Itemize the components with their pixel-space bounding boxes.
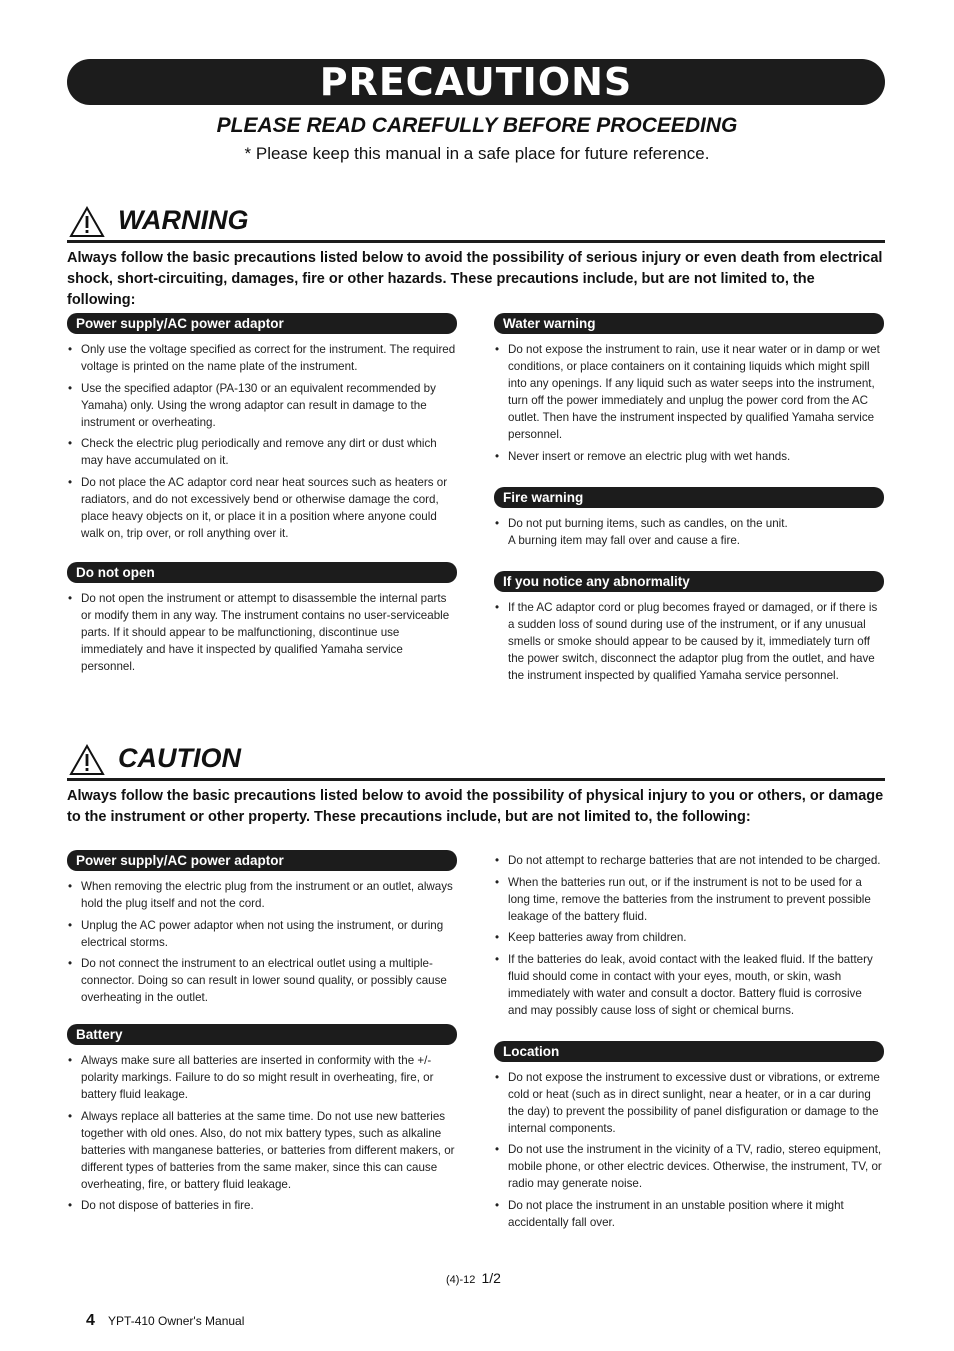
page-title: PRECAUTIONS [67, 59, 885, 105]
list-item: • Do not open the instrument or attempt to disassemble the internal parts or modify them in any way. The instrument contains no user-serviceable parts. If it should appear to be malfunctioning, discontinue use immediately and have it inspected by qualified Yamaha service personnel. [67, 590, 457, 675]
list-item: • Do not expose the instrument to rain, use it near water or in damp or wet conditions, or place containers on it containing liquids which might spill into any openings. If any liquid such as water seeps into the instrument, turn off the power immediately and unplug the power cord from the AC outlet. Then have the instrument inspected by qualified Yamaha service personnel. [494, 341, 884, 443]
list-item: • Use the specified adaptor (PA-130 or an equivalent recommended by Yamaha) only. Using the wrong adaptor can result in damage to the instrument or overheating. [67, 380, 457, 431]
list-item: • Only use the voltage specified as correct for the instrument. The required voltage is printed on the name plate of the instrument. [67, 341, 457, 375]
warning-intro: Always follow the basic precautions listed below to avoid the possibility of serious injury or even death from electrical shock, short-circuiting, damages, fire or other hazards. These precautions include, but are not limited to, the following: [67, 250, 883, 308]
battery-list-continued [494, 852, 884, 1019]
list-item: • Do not expose the instrument to excessive dust or vibrations, or extreme cold or heat (such as in direct sunlight, near a heater, or in a car during the day) to prevent the possibility of panel disfiguration or damage to the internal components. [494, 1069, 884, 1137]
abnormality-list [494, 599, 884, 684]
list-item-text: Do not put burning items, such as candles, on the unit. [508, 516, 788, 530]
list-item: • Always replace all batteries at the same time. Do not use new batteries together with old ones. Also, do not mix battery types, such as alkaline batteries with manganese batteries, or batteries from different makers, or different types of batteries from the same maker, since this can cause overheating, fire, or battery fluid leakage. [67, 1108, 457, 1193]
caution-left-column [67, 850, 457, 1228]
list-item: • If the batteries do leak, avoid contact with the leaked fluid. If the battery fluid should come in contact with your eyes, mouth, or skin, wash immediately with water and consult a doctor. Battery fluid is corrosive and may possibly cause loss of sight or chemical burns. [494, 951, 884, 1019]
section-heading-abnormality: If you notice any abnormality [494, 571, 884, 592]
caution-intro: Always follow the basic precautions listed below to avoid the possibility of physical injury to you or others, or damage to the instrument or other property. These precautions include, but are not limited to, the following: [67, 788, 884, 825]
sheet-fraction: 1/2 [481, 1270, 501, 1286]
list-item: • Check the electric plug periodically and remove any dirt or dust which may have accumulated on it. [67, 435, 457, 469]
list-item: • If the AC adaptor cord or plug becomes frayed or damaged, or if there is a sudden loss of sound during use of the instrument, or if any unusual smells or smoke should appear to be caused by it, immediately turn off the power switch, disconnect the adaptor plug from the outlet, and have the instrument inspected by qualified Yamaha service personnel. [494, 599, 884, 684]
section-heading-power-supply: Power supply/AC power adaptor [67, 850, 457, 871]
section-heading-do-not-open: Do not open [67, 562, 457, 583]
fire-warning-list [494, 515, 884, 549]
list-item: • Do not place the instrument in an unstable position where it might accidentally fall over. [494, 1197, 884, 1231]
list-item: • Unplug the AC power adaptor when not using the instrument, or during electrical storms. [67, 917, 457, 951]
code-text: (4)-12 [446, 1274, 476, 1286]
keep-note: * Please keep this manual in a safe place for future reference. [244, 144, 710, 163]
warning-right-column [494, 313, 884, 698]
list-item: • Never insert or remove an electric plug with wet hands. [494, 448, 884, 465]
document-code [446, 1270, 501, 1286]
list-item: • When removing the electric plug from the instrument or an outlet, always hold the plug itself and not the cord. [67, 878, 457, 912]
power-supply-list [67, 341, 457, 542]
section-heading-fire-warning: Fire warning [494, 487, 884, 508]
caution-heading [67, 742, 885, 781]
list-item: • Do not dispose of batteries in fire. [67, 1197, 457, 1214]
section-heading-water-warning: Water warning [494, 313, 884, 334]
list-item: • Always make sure all batteries are inserted in conformity with the +/- polarity markings. Failure to do so might result in overheating, fire, or battery fluid leakage. [67, 1052, 457, 1103]
section-heading-location: Location [494, 1041, 884, 1062]
list-item [494, 515, 884, 549]
caution-right-column [494, 852, 884, 1245]
caution-power-list [67, 878, 457, 1006]
list-item: • Do not connect the instrument to an electrical outlet using a multiple-connector. Doing so can result in lower sound quality, or possibly cause overheating in the outlet. [67, 955, 457, 1006]
caution-triangle-icon [69, 744, 105, 776]
list-item-continuation: A burning item may fall over and cause a fire. [508, 533, 740, 547]
section-heading-battery: Battery [67, 1024, 457, 1045]
list-item: • Do not use the instrument in the vicinity of a TV, radio, stereo equipment, mobile phone, or other electric devices. Otherwise, the instrument, TV, or radio may generate noise. [494, 1141, 884, 1192]
page-footer [86, 1312, 244, 1330]
caution-title: CAUTION [118, 743, 241, 773]
list-item: • Keep batteries away from children. [494, 929, 884, 946]
list-item: • Do not attempt to recharge batteries that are not intended to be charged. [494, 852, 884, 869]
location-list [494, 1069, 884, 1231]
page-number: 4 [86, 1312, 95, 1329]
water-warning-list [494, 341, 884, 465]
section-heading-power-supply: Power supply/AC power adaptor [67, 313, 457, 334]
battery-list [67, 1052, 457, 1214]
warning-heading [67, 204, 885, 243]
warning-triangle-icon [69, 206, 105, 238]
manual-name: YPT-410 Owner's Manual [108, 1314, 245, 1328]
do-not-open-list [67, 590, 457, 675]
subtitle: PLEASE READ CAREFULLY BEFORE PROCEEDING [216, 114, 738, 137]
list-item: • When the batteries run out, or if the instrument is not to be used for a long time, remove the batteries from the instrument to prevent possible leakage of the battery fluid. [494, 874, 884, 925]
warning-title: WARNING [118, 205, 249, 235]
warning-left-column [67, 313, 457, 689]
list-item: • Do not place the AC adaptor cord near heat sources such as heaters or radiators, and do not excessively bend or otherwise damage the cord, place heavy objects on it, or place it in a position where anyone could walk on, trip over, or roll anything over it. [67, 474, 457, 542]
